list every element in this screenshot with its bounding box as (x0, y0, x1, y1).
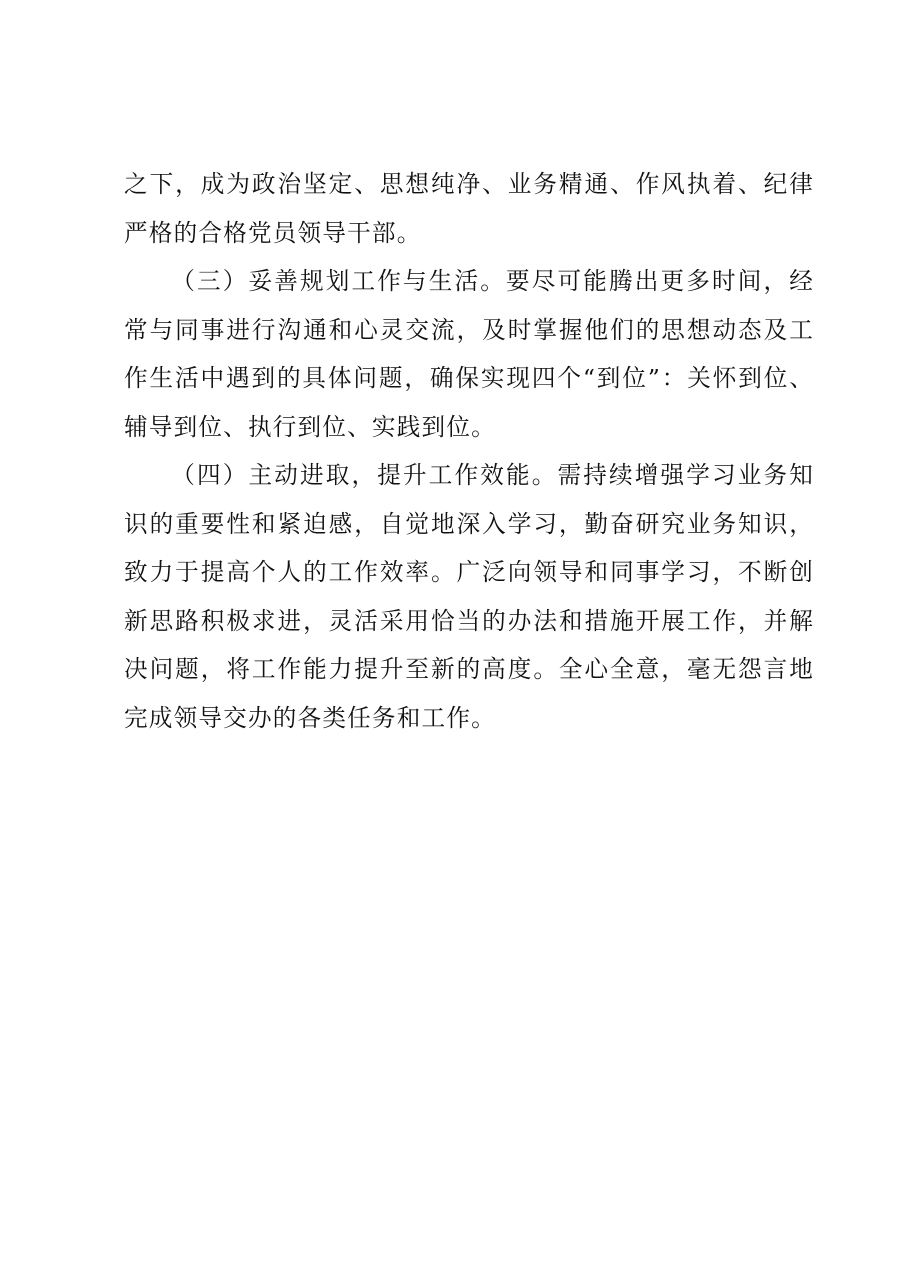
document-body (124, 160, 814, 742)
paragraph-body: 要尽可能腾出更多时间，经常与同事进行沟通和心灵交流，及时掌握他们的思想动态及工作生活中遇到的具体问题，确保实现四个“到位”：关怀到位、辅导到位、执行到位、实践到位。 (124, 267, 814, 441)
paragraph-body: 需持续增强学习业务知识的重要性和紧迫感，自觉地深入学习，勤奋研究业务知识，致力于提高个人的工作效率。广泛向领导和同事学习，不断创新思路积极求进，灵活采用恰当的办法和措施开展工作，并解决问题，将工作能力提升至新的高度。全心全意，毫无怨言地完成领导交办的各类任务和工作。 (124, 461, 815, 732)
paragraph-body: 之下，成为政治坚定、思想纯净、业务精通、作风执着、纪律严格的合格党员领导干部。 (124, 170, 814, 247)
paragraph-continuation (124, 160, 814, 257)
paragraph-section-3 (124, 257, 814, 451)
paragraph-section-4 (124, 451, 814, 742)
section-heading: （三）妥善规划工作与生活。 (171, 267, 506, 295)
section-heading: （四）主动进取，提升工作效能。 (171, 461, 558, 489)
